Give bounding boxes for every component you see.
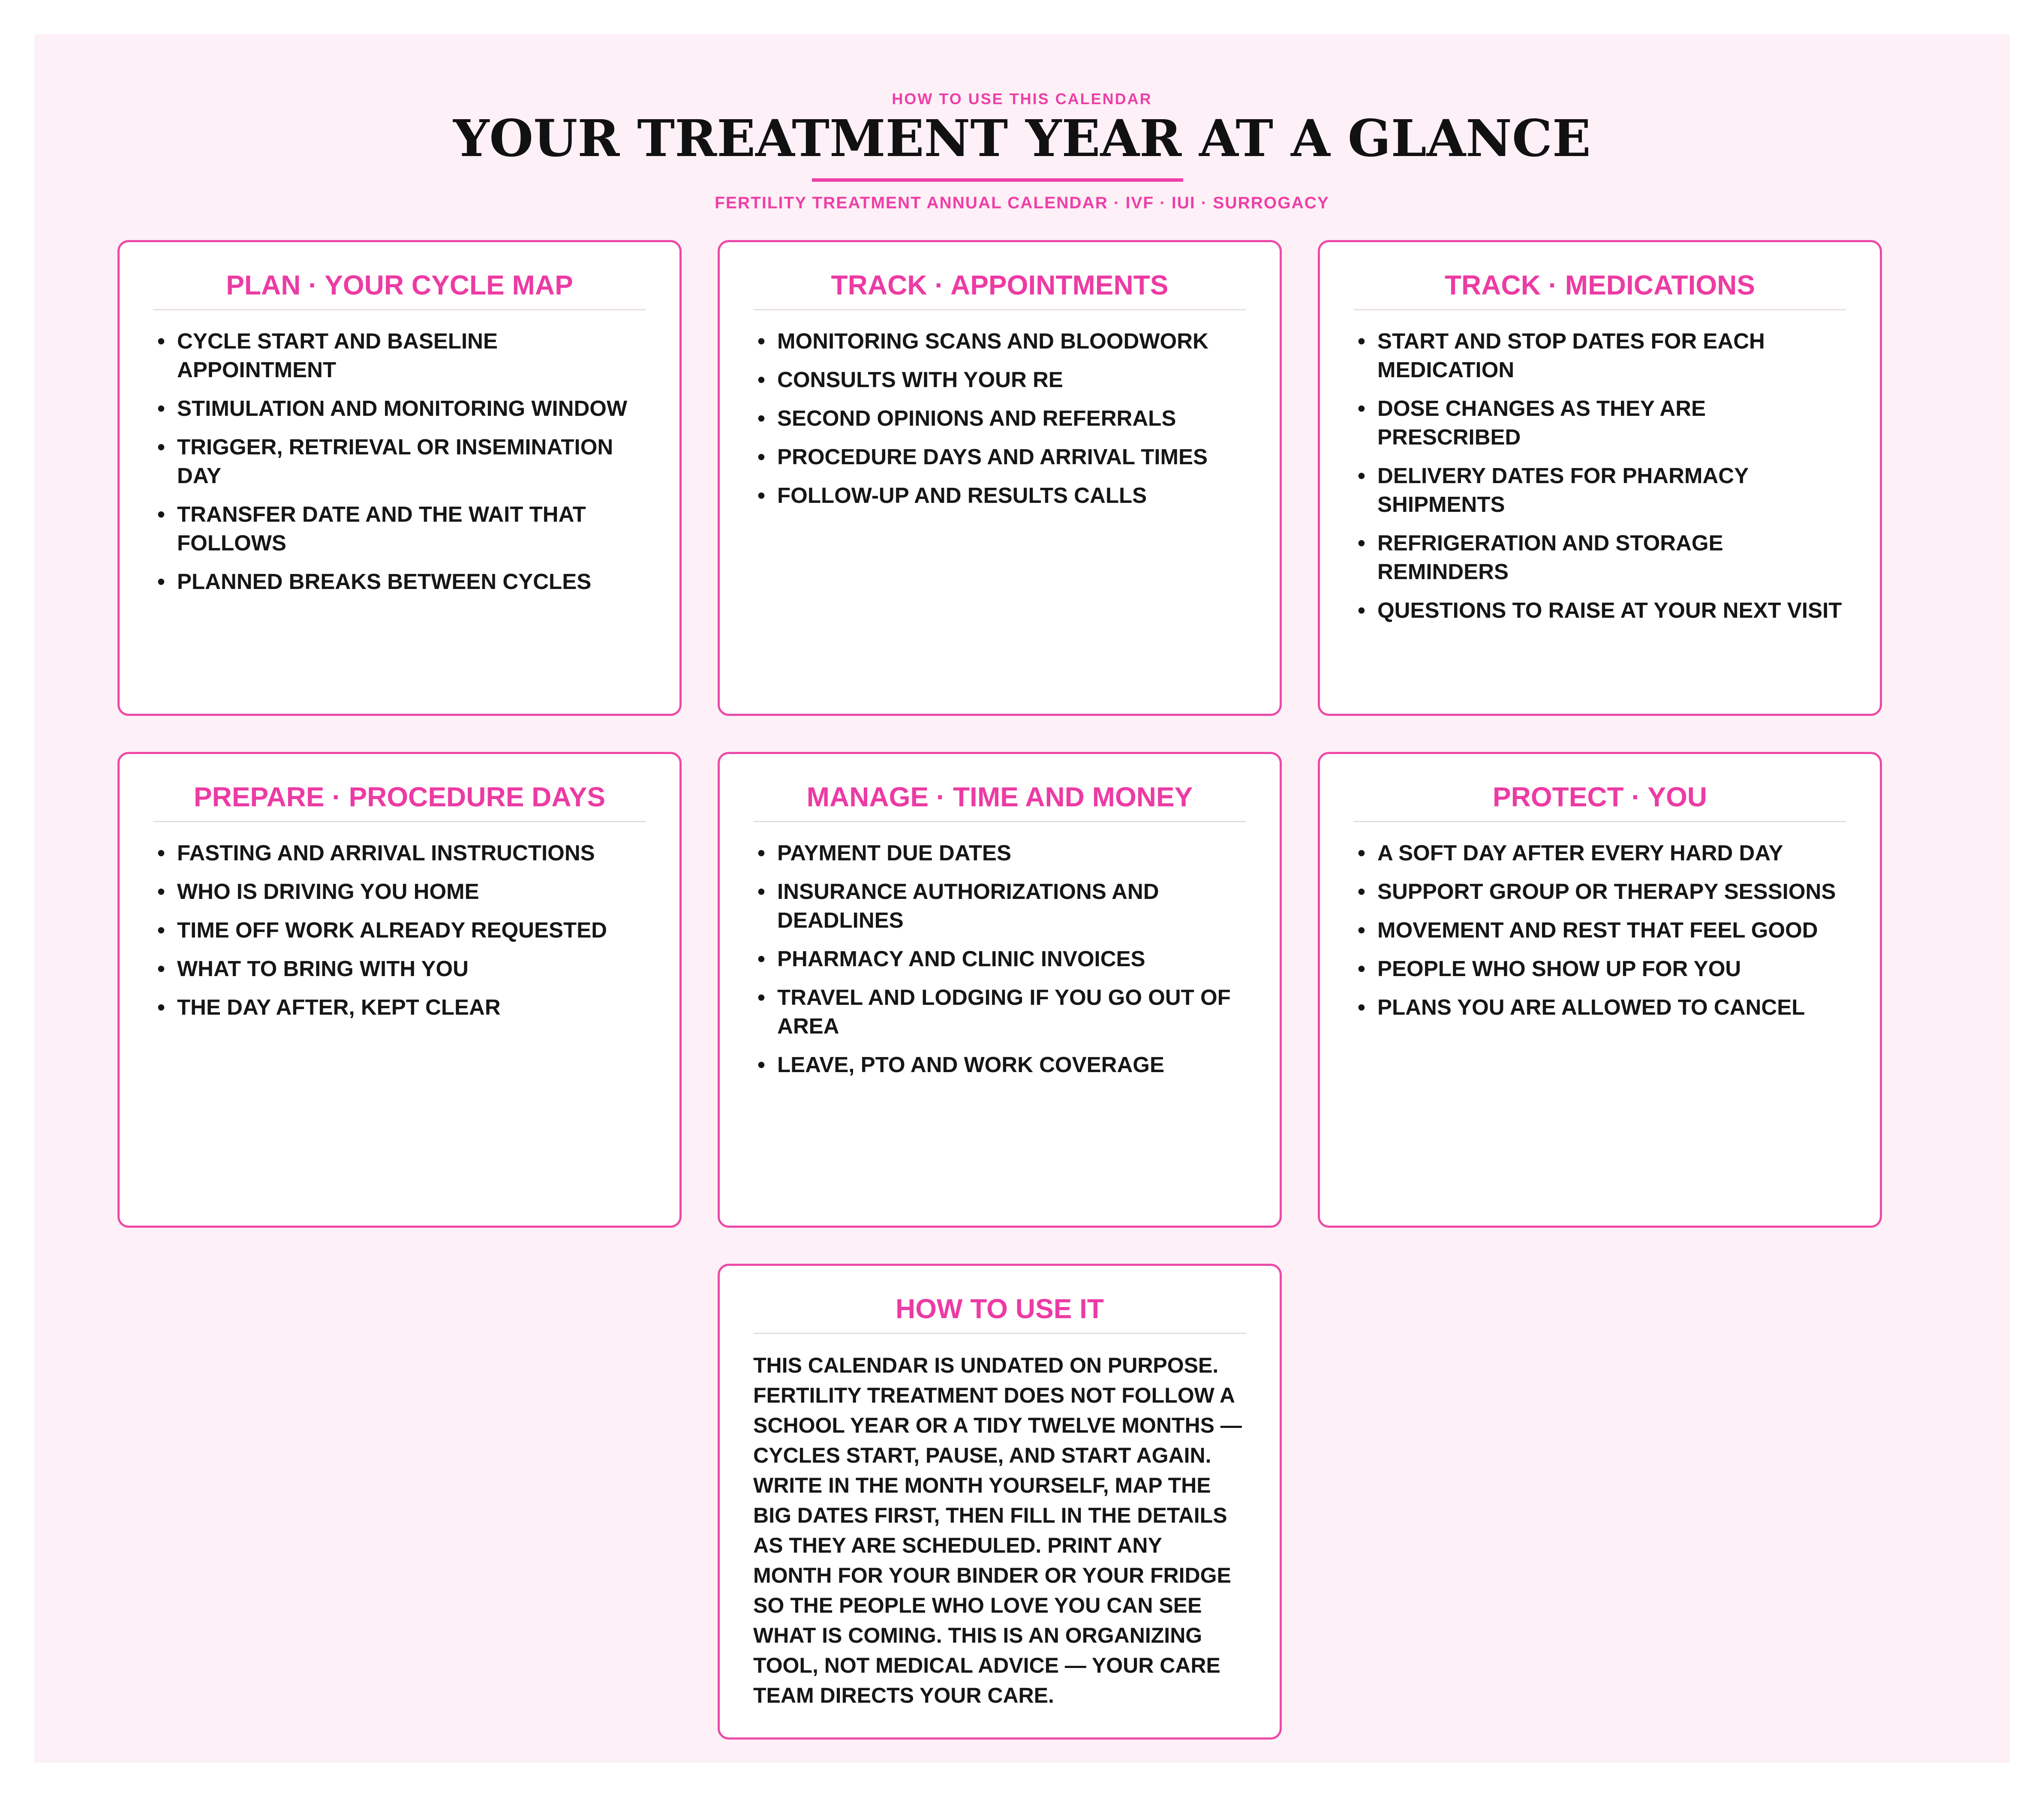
list-item xyxy=(1353,916,1846,944)
list-item-text: WHO IS DRIVING YOU HOME xyxy=(177,879,479,904)
list-item xyxy=(753,442,1246,471)
list-item xyxy=(153,327,646,384)
list-item-text: FOLLOW-UP AND RESULTS CALLS xyxy=(777,483,1147,508)
bullet-icon: • xyxy=(1358,918,1365,942)
card-title: PROTECT · YOU xyxy=(1492,781,1707,812)
list-item-text: TRANSFER DATE AND THE WAIT THAT FOLLOWS xyxy=(177,502,586,555)
list-item xyxy=(1353,461,1846,519)
list-item-text: CONSULTS WITH YOUR RE xyxy=(777,367,1063,392)
list-item xyxy=(1353,394,1846,451)
list-item-text: QUESTIONS TO RAISE AT YOUR NEXT VISIT xyxy=(1377,598,1842,622)
card-prepare-procedure-days xyxy=(117,752,682,1228)
list-item xyxy=(753,838,1246,867)
bullet-icon: • xyxy=(157,435,165,459)
card-divider xyxy=(1353,821,1846,822)
card-list xyxy=(153,838,646,1022)
bullet-icon: • xyxy=(157,918,165,942)
card-title: PLAN · YOUR CYCLE MAP xyxy=(226,270,573,301)
list-item xyxy=(1353,596,1846,625)
card-track-appointments xyxy=(718,240,1282,716)
bullet-icon: • xyxy=(757,985,765,1010)
bullet-icon: • xyxy=(157,879,165,904)
list-item xyxy=(153,877,646,906)
bullet-icon: • xyxy=(157,502,165,526)
bullet-icon: • xyxy=(1358,598,1365,622)
card-track-medications xyxy=(1318,240,1882,716)
card-divider xyxy=(753,309,1246,310)
list-item-text: MOVEMENT AND REST THAT FEEL GOOD xyxy=(1377,918,1818,942)
bullet-icon: • xyxy=(1358,531,1365,555)
list-item-text: FASTING AND ARRIVAL INSTRUCTIONS xyxy=(177,841,595,865)
list-item-text: REFRIGERATION AND STORAGE REMINDERS xyxy=(1377,531,1723,584)
bullet-icon: • xyxy=(157,329,165,353)
list-item xyxy=(1353,877,1846,906)
list-item-text: TRAVEL AND LODGING IF YOU GO OUT OF AREA xyxy=(777,985,1231,1038)
bullet-icon: • xyxy=(757,367,765,392)
bullet-icon: • xyxy=(757,483,765,508)
card-title: MANAGE · TIME AND MONEY xyxy=(806,781,1193,812)
card-title: TRACK · MEDICATIONS xyxy=(1444,270,1755,301)
list-item-text: PHARMACY AND CLINIC INVOICES xyxy=(777,947,1145,971)
card-divider xyxy=(153,309,646,310)
bullet-icon: • xyxy=(757,947,765,971)
list-item-text: DELIVERY DATES FOR PHARMACY SHIPMENTS xyxy=(1377,463,1749,517)
list-item-text: WHAT TO BRING WITH YOU xyxy=(177,956,469,981)
list-item xyxy=(753,365,1246,394)
bullet-icon: • xyxy=(757,879,765,904)
list-item-text: THE DAY AFTER, KEPT CLEAR xyxy=(177,995,501,1019)
list-item xyxy=(153,993,646,1022)
list-item-text: A SOFT DAY AFTER EVERY HARD DAY xyxy=(1377,841,1783,865)
bullet-icon: • xyxy=(157,956,165,981)
list-item xyxy=(153,567,646,596)
list-item xyxy=(153,916,646,944)
card-list xyxy=(1353,327,1846,625)
card-plan-cycle-map xyxy=(117,240,682,716)
list-item-text: PLANS YOU ARE ALLOWED TO CANCEL xyxy=(1377,995,1805,1019)
page-panel xyxy=(34,34,2010,1763)
bullet-icon: • xyxy=(757,329,765,353)
bullet-icon: • xyxy=(757,1052,765,1077)
page-subtitle: FERTILITY TREATMENT ANNUAL CALENDAR · IVF · IUI · SURROGACY xyxy=(715,194,1329,212)
list-item xyxy=(153,500,646,557)
title-divider xyxy=(812,178,1183,182)
list-item-text: TIME OFF WORK ALREADY REQUESTED xyxy=(177,918,607,942)
list-item xyxy=(1353,838,1846,867)
card-protect-you xyxy=(1318,752,1882,1228)
card-divider xyxy=(753,1333,1246,1334)
bullet-icon: • xyxy=(1358,329,1365,353)
list-item-text: INSURANCE AUTHORIZATIONS AND DEADLINES xyxy=(777,879,1159,932)
list-item-text: CYCLE START AND BASELINE APPOINTMENT xyxy=(177,329,498,382)
list-item xyxy=(753,481,1246,510)
bullet-icon: • xyxy=(157,569,165,594)
bullet-icon: • xyxy=(757,841,765,865)
card-divider xyxy=(153,821,646,822)
bullet-icon: • xyxy=(1358,841,1365,865)
list-item-text: START AND STOP DATES FOR EACH MEDICATION xyxy=(1377,329,1765,382)
bullet-icon: • xyxy=(157,841,165,865)
bullet-icon: • xyxy=(157,396,165,421)
bullet-icon: • xyxy=(1358,995,1365,1019)
list-item-text: PLANNED BREAKS BETWEEN CYCLES xyxy=(177,569,592,594)
list-item-text: DOSE CHANGES AS THEY ARE PRESCRIBED xyxy=(1377,396,1706,449)
how-to-body: THIS CALENDAR IS UNDATED ON PURPOSE. FERTILITY TREATMENT DOES NOT FOLLOW A SCHOOL YEAR OR A TIDY TWELVE MONTHS — CYCLES START, PAUSE, AND START AGAIN. WRITE IN THE MONTH YOURSELF, MAP THE BIG DATES FIRST, THEN FILL IN THE DETAILS AS THEY ARE SCHEDULED. PRINT ANY MONTH FOR YOUR BINDER OR YOUR FRIDGE SO THE PEOPLE WHO LOVE YOU CAN SEE WHAT IS COMING. THIS IS AN ORGANIZING TOOL, NOT MEDICAL ADVICE — YOUR CARE TEAM DIRECTS YOUR CARE. xyxy=(753,1353,1242,1707)
list-item xyxy=(153,954,646,983)
page-title: YOUR TREATMENT YEAR AT A GLANCE xyxy=(453,108,1591,168)
list-item xyxy=(1353,529,1846,586)
bullet-icon: • xyxy=(157,995,165,1019)
card-list xyxy=(153,327,646,596)
list-item xyxy=(753,404,1246,433)
list-item xyxy=(153,838,646,867)
list-item-text: SECOND OPINIONS AND REFERRALS xyxy=(777,406,1176,430)
list-item-text: MONITORING SCANS AND BLOODWORK xyxy=(777,329,1208,353)
list-item-text: TRIGGER, RETRIEVAL OR INSEMINATION DAY xyxy=(177,435,613,488)
list-item xyxy=(153,433,646,490)
card-list xyxy=(753,327,1246,510)
card-divider xyxy=(753,821,1246,822)
list-item xyxy=(753,1050,1246,1079)
card-list xyxy=(753,838,1246,1079)
list-item xyxy=(753,327,1246,355)
list-item xyxy=(753,944,1246,973)
card-list xyxy=(1353,838,1846,1022)
card-manage-time-money xyxy=(718,752,1282,1228)
list-item-text: PROCEDURE DAYS AND ARRIVAL TIMES xyxy=(777,445,1208,469)
list-item xyxy=(753,877,1246,935)
bullet-icon: • xyxy=(1358,463,1365,488)
list-item-text: SUPPORT GROUP OR THERAPY SESSIONS xyxy=(1377,879,1836,904)
card-title: PREPARE · PROCEDURE DAYS xyxy=(193,781,606,812)
bullet-icon: • xyxy=(757,445,765,469)
list-item-text: LEAVE, PTO AND WORK COVERAGE xyxy=(777,1052,1164,1077)
list-item-text: PEOPLE WHO SHOW UP FOR YOU xyxy=(1377,956,1741,981)
list-item xyxy=(153,394,646,423)
list-item-text: STIMULATION AND MONITORING WINDOW xyxy=(177,396,628,421)
list-item xyxy=(1353,327,1846,384)
list-item xyxy=(753,983,1246,1040)
bullet-icon: • xyxy=(1358,396,1365,421)
bullet-icon: • xyxy=(1358,956,1365,981)
eyebrow-label: HOW TO USE THIS CALENDAR xyxy=(892,90,1152,108)
bullet-icon: • xyxy=(757,406,765,430)
bullet-icon: • xyxy=(1358,879,1365,904)
card-title: HOW TO USE IT xyxy=(896,1293,1104,1324)
card-how-to-use xyxy=(718,1264,1282,1740)
card-title: TRACK · APPOINTMENTS xyxy=(831,270,1169,301)
list-item-text: PAYMENT DUE DATES xyxy=(777,841,1011,865)
card-divider xyxy=(1353,309,1846,310)
list-item xyxy=(1353,954,1846,983)
list-item xyxy=(1353,993,1846,1022)
